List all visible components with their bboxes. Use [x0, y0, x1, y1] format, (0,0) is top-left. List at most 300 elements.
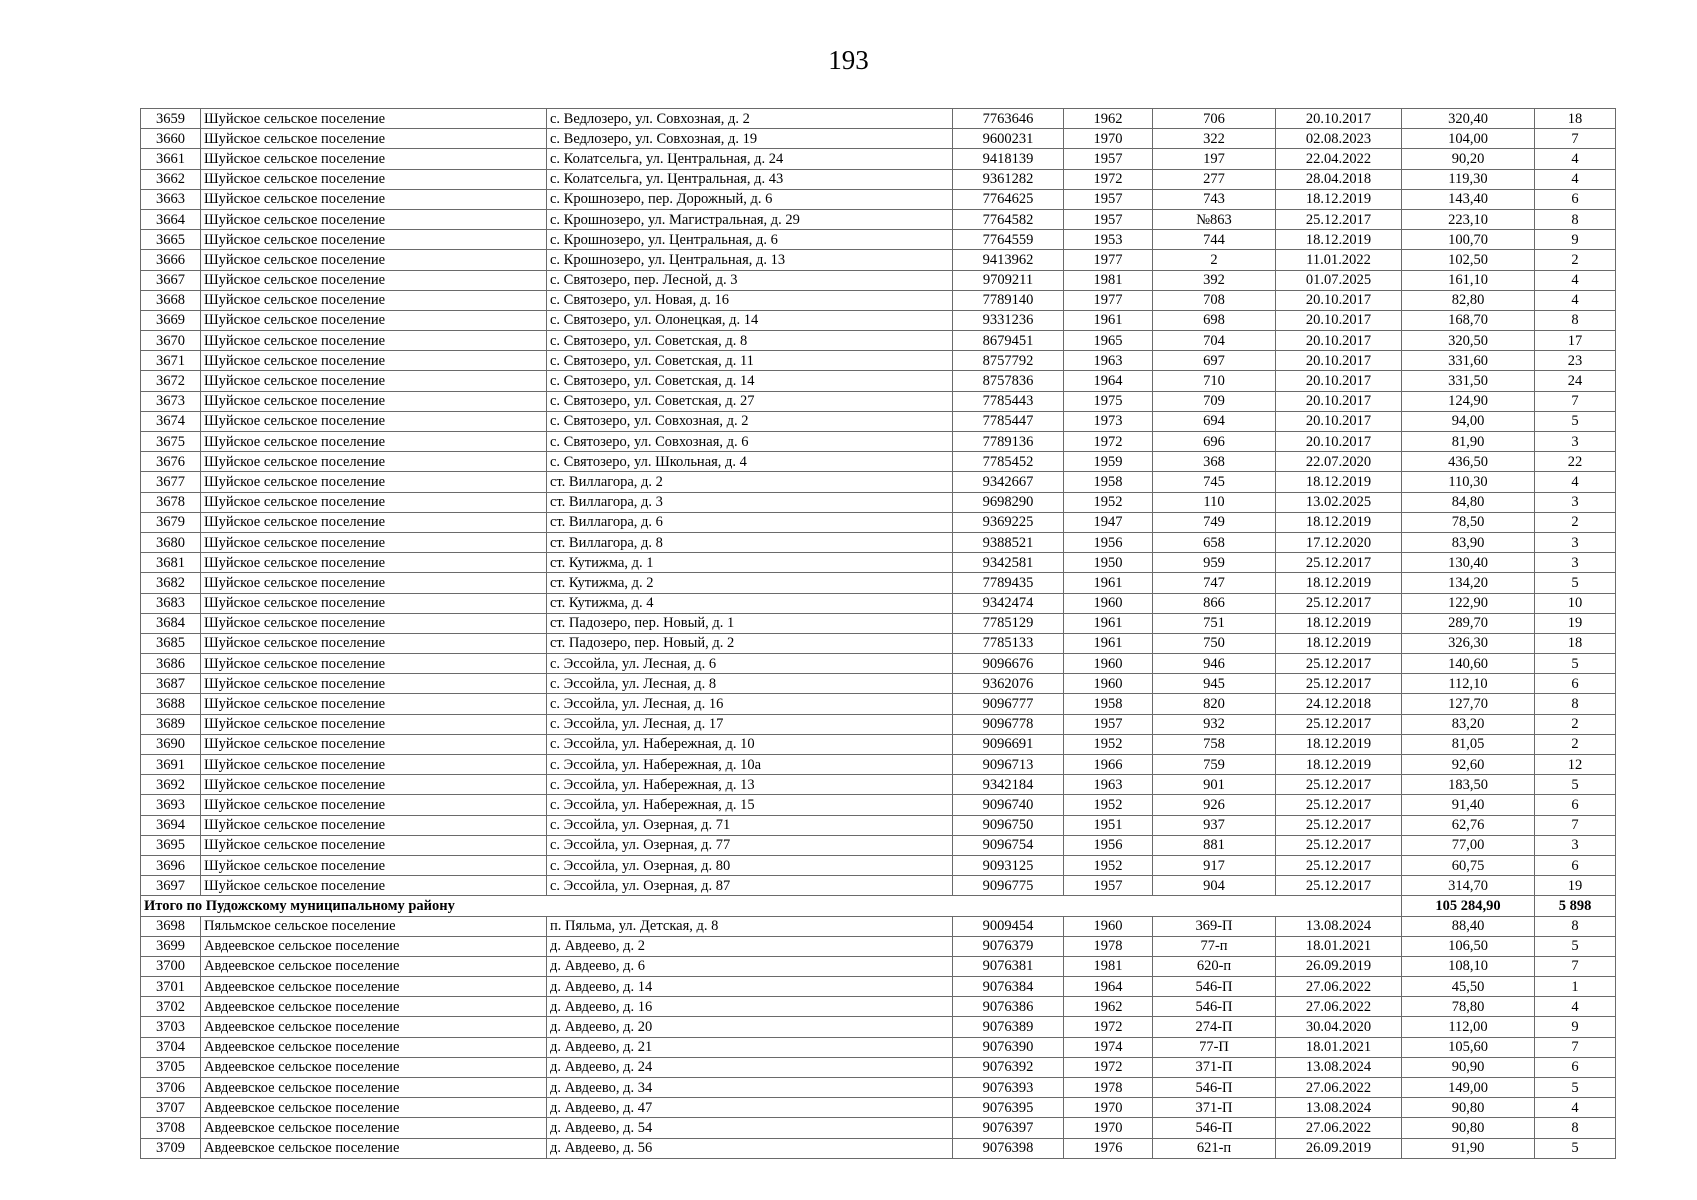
residents-cell: 4 [1535, 169, 1616, 189]
document-number-cell: 710 [1153, 371, 1276, 391]
address-cell: ст. Виллагора, д. 2 [547, 472, 953, 492]
table-row [141, 916, 1616, 936]
residents-cell: 5 [1535, 1138, 1616, 1158]
table-row [141, 371, 1616, 391]
settlement-cell: Авдеевское сельское поселение [201, 956, 547, 976]
document-date-cell: 20.10.2017 [1276, 310, 1402, 330]
table-row [141, 230, 1616, 250]
year-built-cell: 1962 [1064, 997, 1153, 1017]
document-date-cell: 13.08.2024 [1276, 1098, 1402, 1118]
residents-cell: 5 [1535, 573, 1616, 593]
residents-cell: 4 [1535, 270, 1616, 290]
area-cell: 81,05 [1402, 734, 1535, 754]
document-number-cell: 706 [1153, 109, 1276, 129]
table-row [141, 351, 1616, 371]
address-cell: с. Эссойла, ул. Лесная, д. 6 [547, 654, 953, 674]
row-number-cell: 3668 [141, 290, 201, 310]
document-number-cell: 274-П [1153, 1017, 1276, 1037]
object-code-cell: 9600231 [953, 129, 1064, 149]
residents-cell: 4 [1535, 997, 1616, 1017]
settlement-cell: Шуйское сельское поселение [201, 230, 547, 250]
settlement-cell: Авдеевское сельское поселение [201, 1118, 547, 1138]
object-code-cell: 9418139 [953, 149, 1064, 169]
row-number-cell: 3672 [141, 371, 201, 391]
residents-cell: 4 [1535, 472, 1616, 492]
year-built-cell: 1966 [1064, 755, 1153, 775]
settlement-cell: Шуйское сельское поселение [201, 310, 547, 330]
address-cell: д. Авдеево, д. 54 [547, 1118, 953, 1138]
year-built-cell: 1960 [1064, 916, 1153, 936]
address-cell: с. Эссойла, ул. Лесная, д. 17 [547, 714, 953, 734]
row-number-cell: 3687 [141, 674, 201, 694]
table-row [141, 593, 1616, 613]
residents-cell: 2 [1535, 734, 1616, 754]
area-cell: 94,00 [1402, 411, 1535, 431]
object-code-cell: 9342184 [953, 775, 1064, 795]
area-cell: 134,20 [1402, 573, 1535, 593]
area-cell: 119,30 [1402, 169, 1535, 189]
document-date-cell: 13.02.2025 [1276, 492, 1402, 512]
table-row [141, 1098, 1616, 1118]
year-built-cell: 1972 [1064, 1057, 1153, 1077]
table-row [141, 149, 1616, 169]
row-number-cell: 3674 [141, 411, 201, 431]
area-cell: 143,40 [1402, 189, 1535, 209]
table-row [141, 936, 1616, 956]
row-number-cell: 3707 [141, 1098, 201, 1118]
object-code-cell: 9413962 [953, 250, 1064, 270]
settlement-cell: Шуйское сельское поселение [201, 452, 547, 472]
address-cell: д. Авдеево, д. 20 [547, 1017, 953, 1037]
address-cell: с. Ведлозеро, ул. Совхозная, д. 19 [547, 129, 953, 149]
residents-cell: 8 [1535, 916, 1616, 936]
settlement-cell: Шуйское сельское поселение [201, 472, 547, 492]
year-built-cell: 1965 [1064, 331, 1153, 351]
object-code-cell: 9076379 [953, 936, 1064, 956]
document-date-cell: 27.06.2022 [1276, 1078, 1402, 1098]
document-number-cell: 750 [1153, 633, 1276, 653]
document-number-cell: 621-п [1153, 1138, 1276, 1158]
year-built-cell: 1962 [1064, 109, 1153, 129]
document-date-cell: 25.12.2017 [1276, 835, 1402, 855]
object-code-cell: 9096676 [953, 654, 1064, 674]
object-code-cell: 9096754 [953, 835, 1064, 855]
document-date-cell: 18.12.2019 [1276, 230, 1402, 250]
object-code-cell: 8679451 [953, 331, 1064, 351]
area-cell: 161,10 [1402, 270, 1535, 290]
document-number-cell: 698 [1153, 310, 1276, 330]
document-number-cell: 77-п [1153, 936, 1276, 956]
row-number-cell: 3675 [141, 432, 201, 452]
area-cell: 320,50 [1402, 331, 1535, 351]
row-number-cell: 3683 [141, 593, 201, 613]
document-date-cell: 26.09.2019 [1276, 1138, 1402, 1158]
address-cell: с. Эссойла, ул. Озерная, д. 71 [547, 815, 953, 835]
area-cell: 45,50 [1402, 977, 1535, 997]
table-row [141, 472, 1616, 492]
address-cell: с. Эссойла, ул. Набережная, д. 10 [547, 734, 953, 754]
object-code-cell: 9362076 [953, 674, 1064, 694]
settlement-cell: Шуйское сельское поселение [201, 512, 547, 532]
address-cell: д. Авдеево, д. 16 [547, 997, 953, 1017]
settlement-cell: Шуйское сельское поселение [201, 573, 547, 593]
year-built-cell: 1961 [1064, 310, 1153, 330]
area-cell: 112,10 [1402, 674, 1535, 694]
document-date-cell: 25.12.2017 [1276, 855, 1402, 875]
total-residents: 5 898 [1535, 896, 1616, 916]
document-date-cell: 18.12.2019 [1276, 573, 1402, 593]
object-code-cell: 9076389 [953, 1017, 1064, 1037]
address-cell: ст. Виллагора, д. 8 [547, 532, 953, 552]
settlement-cell: Шуйское сельское поселение [201, 553, 547, 573]
address-cell: д. Авдеево, д. 47 [547, 1098, 953, 1118]
area-cell: 314,70 [1402, 876, 1535, 896]
document-number-cell: 747 [1153, 573, 1276, 593]
document-number-cell: 546-П [1153, 977, 1276, 997]
document-date-cell: 27.06.2022 [1276, 997, 1402, 1017]
document-date-cell: 20.10.2017 [1276, 290, 1402, 310]
table-row [141, 613, 1616, 633]
object-code-cell: 9331236 [953, 310, 1064, 330]
table-row [141, 391, 1616, 411]
document-date-cell: 25.12.2017 [1276, 553, 1402, 573]
year-built-cell: 1981 [1064, 956, 1153, 976]
year-built-cell: 1953 [1064, 230, 1153, 250]
row-number-cell: 3692 [141, 775, 201, 795]
row-number-cell: 3677 [141, 472, 201, 492]
row-number-cell: 3665 [141, 230, 201, 250]
residents-cell: 3 [1535, 835, 1616, 855]
residents-cell: 19 [1535, 876, 1616, 896]
table-row [141, 674, 1616, 694]
residents-cell: 17 [1535, 331, 1616, 351]
row-number-cell: 3705 [141, 1057, 201, 1077]
residents-cell: 23 [1535, 351, 1616, 371]
table-row [141, 189, 1616, 209]
row-number-cell: 3659 [141, 109, 201, 129]
row-number-cell: 3708 [141, 1118, 201, 1138]
row-number-cell: 3693 [141, 795, 201, 815]
row-number-cell: 3671 [141, 351, 201, 371]
residents-cell: 8 [1535, 209, 1616, 229]
year-built-cell: 1960 [1064, 674, 1153, 694]
address-cell: с. Святозеро, ул. Олонецкая, д. 14 [547, 310, 953, 330]
total-row [141, 896, 1616, 916]
document-date-cell: 20.10.2017 [1276, 351, 1402, 371]
settlement-cell: Авдеевское сельское поселение [201, 936, 547, 956]
settlement-cell: Шуйское сельское поселение [201, 209, 547, 229]
row-number-cell: 3696 [141, 855, 201, 875]
address-cell: с. Эссойла, ул. Лесная, д. 16 [547, 694, 953, 714]
document-number-cell: 371-П [1153, 1098, 1276, 1118]
area-cell: 320,40 [1402, 109, 1535, 129]
document-date-cell: 18.12.2019 [1276, 755, 1402, 775]
row-number-cell: 3689 [141, 714, 201, 734]
object-code-cell: 9093125 [953, 855, 1064, 875]
year-built-cell: 1956 [1064, 532, 1153, 552]
residents-cell: 3 [1535, 532, 1616, 552]
table-row [141, 411, 1616, 431]
document-date-cell: 13.08.2024 [1276, 1057, 1402, 1077]
table-row [141, 331, 1616, 351]
area-cell: 326,30 [1402, 633, 1535, 653]
document-date-cell: 22.07.2020 [1276, 452, 1402, 472]
document-date-cell: 25.12.2017 [1276, 209, 1402, 229]
object-code-cell: 9096750 [953, 815, 1064, 835]
object-code-cell: 9096691 [953, 734, 1064, 754]
table-row [141, 654, 1616, 674]
settlement-cell: Шуйское сельское поселение [201, 633, 547, 653]
area-cell: 168,70 [1402, 310, 1535, 330]
row-number-cell: 3702 [141, 997, 201, 1017]
residents-cell: 7 [1535, 129, 1616, 149]
address-cell: с. Святозеро, ул. Школьная, д. 4 [547, 452, 953, 472]
document-number-cell: 197 [1153, 149, 1276, 169]
table-row [141, 835, 1616, 855]
address-cell: ст. Виллагора, д. 3 [547, 492, 953, 512]
residents-cell: 3 [1535, 492, 1616, 512]
residents-cell: 4 [1535, 149, 1616, 169]
area-cell: 149,00 [1402, 1078, 1535, 1098]
settlement-cell: Шуйское сельское поселение [201, 169, 547, 189]
area-cell: 91,40 [1402, 795, 1535, 815]
year-built-cell: 1975 [1064, 391, 1153, 411]
address-cell: с. Эссойла, ул. Лесная, д. 8 [547, 674, 953, 694]
address-cell: д. Авдеево, д. 14 [547, 977, 953, 997]
residents-cell: 8 [1535, 1118, 1616, 1138]
area-cell: 90,80 [1402, 1098, 1535, 1118]
area-cell: 90,20 [1402, 149, 1535, 169]
area-cell: 60,75 [1402, 855, 1535, 875]
residents-cell: 18 [1535, 633, 1616, 653]
row-number-cell: 3660 [141, 129, 201, 149]
address-cell: с. Эссойла, ул. Набережная, д. 10а [547, 755, 953, 775]
row-number-cell: 3670 [141, 331, 201, 351]
object-code-cell: 9709211 [953, 270, 1064, 290]
settlement-cell: Пяльмское сельское поселение [201, 916, 547, 936]
row-number-cell: 3682 [141, 573, 201, 593]
year-built-cell: 1976 [1064, 1138, 1153, 1158]
settlement-cell: Шуйское сельское поселение [201, 270, 547, 290]
area-cell: 140,60 [1402, 654, 1535, 674]
document-number-cell: 696 [1153, 432, 1276, 452]
address-cell: с. Эссойла, ул. Набережная, д. 15 [547, 795, 953, 815]
row-number-cell: 3666 [141, 250, 201, 270]
document-number-cell: 708 [1153, 290, 1276, 310]
table-row [141, 694, 1616, 714]
document-date-cell: 18.12.2019 [1276, 512, 1402, 532]
settlement-cell: Авдеевское сельское поселение [201, 1017, 547, 1037]
residents-cell: 8 [1535, 694, 1616, 714]
address-cell: с. Святозеро, ул. Советская, д. 14 [547, 371, 953, 391]
area-cell: 110,30 [1402, 472, 1535, 492]
object-code-cell: 7789136 [953, 432, 1064, 452]
area-cell: 223,10 [1402, 209, 1535, 229]
residents-cell: 6 [1535, 674, 1616, 694]
object-code-cell: 9342474 [953, 593, 1064, 613]
document-date-cell: 20.10.2017 [1276, 432, 1402, 452]
residents-cell: 2 [1535, 714, 1616, 734]
residents-cell: 6 [1535, 189, 1616, 209]
document-number-cell: 110 [1153, 492, 1276, 512]
document-date-cell: 25.12.2017 [1276, 876, 1402, 896]
row-number-cell: 3679 [141, 512, 201, 532]
settlement-cell: Авдеевское сельское поселение [201, 1057, 547, 1077]
address-cell: с. Эссойла, ул. Озерная, д. 77 [547, 835, 953, 855]
table-row [141, 855, 1616, 875]
settlement-cell: Авдеевское сельское поселение [201, 997, 547, 1017]
table-row [141, 734, 1616, 754]
housing-registry-table [140, 108, 1616, 1159]
document-number-cell: 945 [1153, 674, 1276, 694]
residents-cell: 7 [1535, 391, 1616, 411]
settlement-cell: Шуйское сельское поселение [201, 189, 547, 209]
year-built-cell: 1963 [1064, 351, 1153, 371]
residents-cell: 2 [1535, 512, 1616, 532]
address-cell: ст. Кутижма, д. 4 [547, 593, 953, 613]
year-built-cell: 1957 [1064, 876, 1153, 896]
settlement-cell: Шуйское сельское поселение [201, 755, 547, 775]
residents-cell: 3 [1535, 553, 1616, 573]
residents-cell: 4 [1535, 290, 1616, 310]
area-cell: 78,80 [1402, 997, 1535, 1017]
object-code-cell: 9342667 [953, 472, 1064, 492]
year-built-cell: 1952 [1064, 855, 1153, 875]
year-built-cell: 1957 [1064, 189, 1153, 209]
address-cell: с. Ведлозеро, ул. Совхозная, д. 2 [547, 109, 953, 129]
document-number-cell: 917 [1153, 855, 1276, 875]
document-date-cell: 22.04.2022 [1276, 149, 1402, 169]
document-date-cell: 18.01.2021 [1276, 1037, 1402, 1057]
table-row [141, 795, 1616, 815]
document-number-cell: 694 [1153, 411, 1276, 431]
year-built-cell: 1961 [1064, 613, 1153, 633]
settlement-cell: Авдеевское сельское поселение [201, 1037, 547, 1057]
year-built-cell: 1952 [1064, 795, 1153, 815]
year-built-cell: 1972 [1064, 432, 1153, 452]
table-row [141, 270, 1616, 290]
area-cell: 108,10 [1402, 956, 1535, 976]
table-row [141, 714, 1616, 734]
area-cell: 122,90 [1402, 593, 1535, 613]
area-cell: 83,20 [1402, 714, 1535, 734]
row-number-cell: 3661 [141, 149, 201, 169]
object-code-cell: 8757792 [953, 351, 1064, 371]
residents-cell: 22 [1535, 452, 1616, 472]
document-date-cell: 18.12.2019 [1276, 613, 1402, 633]
row-number-cell: 3695 [141, 835, 201, 855]
residents-cell: 19 [1535, 613, 1616, 633]
residents-cell: 8 [1535, 310, 1616, 330]
object-code-cell: 7785447 [953, 411, 1064, 431]
area-cell: 92,60 [1402, 755, 1535, 775]
document-number-cell: 749 [1153, 512, 1276, 532]
document-date-cell: 18.12.2019 [1276, 472, 1402, 492]
document-number-cell: 743 [1153, 189, 1276, 209]
residents-cell: 7 [1535, 1037, 1616, 1057]
object-code-cell: 7785133 [953, 633, 1064, 653]
object-code-cell: 7789140 [953, 290, 1064, 310]
document-date-cell: 01.07.2025 [1276, 270, 1402, 290]
object-code-cell: 7789435 [953, 573, 1064, 593]
row-number-cell: 3685 [141, 633, 201, 653]
settlement-cell: Шуйское сельское поселение [201, 855, 547, 875]
document-number-cell: 392 [1153, 270, 1276, 290]
area-cell: 130,40 [1402, 553, 1535, 573]
object-code-cell: 9076392 [953, 1057, 1064, 1077]
area-cell: 102,50 [1402, 250, 1535, 270]
area-cell: 83,90 [1402, 532, 1535, 552]
settlement-cell: Шуйское сельское поселение [201, 109, 547, 129]
table-row [141, 492, 1616, 512]
address-cell: д. Авдеево, д. 21 [547, 1037, 953, 1057]
document-number-cell: 277 [1153, 169, 1276, 189]
table-row [141, 452, 1616, 472]
year-built-cell: 1960 [1064, 654, 1153, 674]
area-cell: 84,80 [1402, 492, 1535, 512]
row-number-cell: 3664 [141, 209, 201, 229]
year-built-cell: 1970 [1064, 129, 1153, 149]
address-cell: с. Крошнозеро, пер. Дорожный, д. 6 [547, 189, 953, 209]
document-date-cell: 20.10.2017 [1276, 411, 1402, 431]
year-built-cell: 1970 [1064, 1118, 1153, 1138]
residents-cell: 24 [1535, 371, 1616, 391]
table-row [141, 109, 1616, 129]
table-row [141, 1037, 1616, 1057]
row-number-cell: 3673 [141, 391, 201, 411]
row-number-cell: 3690 [141, 734, 201, 754]
year-built-cell: 1963 [1064, 775, 1153, 795]
settlement-cell: Шуйское сельское поселение [201, 432, 547, 452]
table-row [141, 997, 1616, 1017]
object-code-cell: 7763646 [953, 109, 1064, 129]
total-group [141, 896, 1616, 916]
document-date-cell: 11.01.2022 [1276, 250, 1402, 270]
year-built-cell: 1947 [1064, 512, 1153, 532]
year-built-cell: 1961 [1064, 633, 1153, 653]
area-cell: 127,70 [1402, 694, 1535, 714]
document-date-cell: 20.10.2017 [1276, 371, 1402, 391]
address-cell: с. Святозеро, пер. Лесной, д. 3 [547, 270, 953, 290]
year-built-cell: 1957 [1064, 714, 1153, 734]
rows-group-a [141, 109, 1616, 896]
row-number-cell: 3703 [141, 1017, 201, 1037]
address-cell: ст. Кутижма, д. 2 [547, 573, 953, 593]
row-number-cell: 3686 [141, 654, 201, 674]
document-number-cell: 926 [1153, 795, 1276, 815]
row-number-cell: 3691 [141, 755, 201, 775]
row-number-cell: 3680 [141, 532, 201, 552]
residents-cell: 3 [1535, 432, 1616, 452]
residents-cell: 18 [1535, 109, 1616, 129]
residents-cell: 5 [1535, 1078, 1616, 1098]
document-date-cell: 24.12.2018 [1276, 694, 1402, 714]
settlement-cell: Шуйское сельское поселение [201, 613, 547, 633]
year-built-cell: 1951 [1064, 815, 1153, 835]
residents-cell: 5 [1535, 654, 1616, 674]
area-cell: 331,50 [1402, 371, 1535, 391]
residents-cell: 10 [1535, 593, 1616, 613]
area-cell: 62,76 [1402, 815, 1535, 835]
table-row [141, 532, 1616, 552]
document-number-cell: 744 [1153, 230, 1276, 250]
address-cell: с. Святозеро, ул. Советская, д. 8 [547, 331, 953, 351]
table-row [141, 815, 1616, 835]
object-code-cell: 9342581 [953, 553, 1064, 573]
table-row [141, 956, 1616, 976]
object-code-cell: 9388521 [953, 532, 1064, 552]
address-cell: ст. Падозеро, пер. Новый, д. 2 [547, 633, 953, 653]
